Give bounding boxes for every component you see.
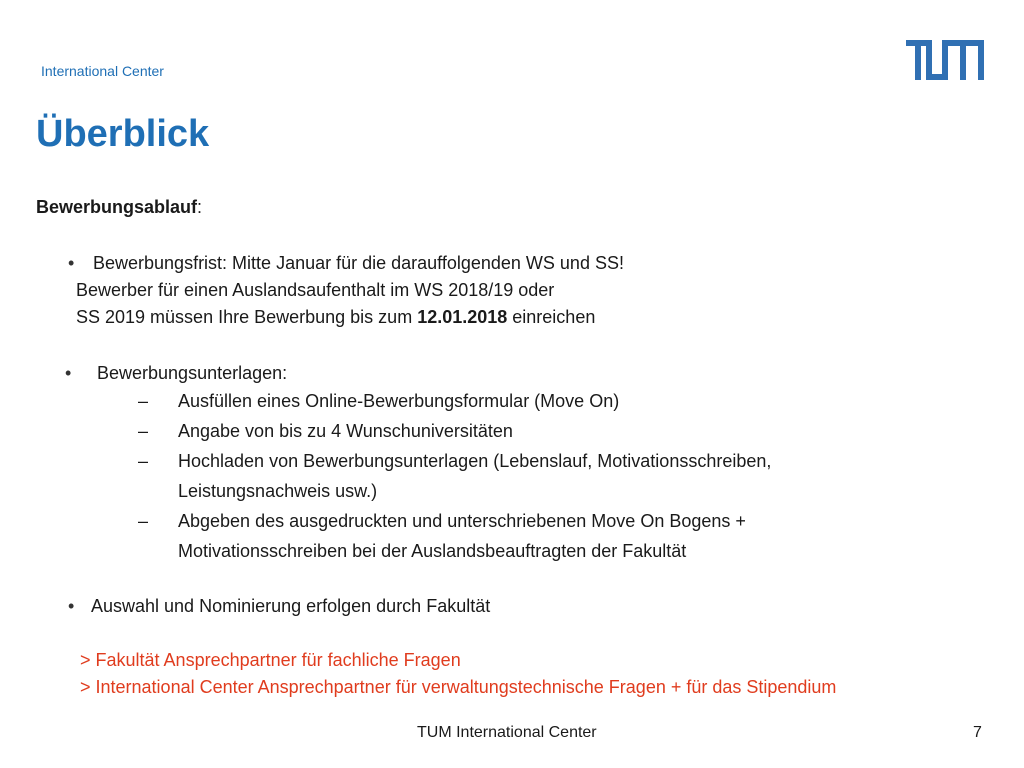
dash-marker: –	[138, 511, 149, 531]
selection-text: Auswahl und Nominierung erfolgen durch Fakultät	[91, 596, 491, 616]
section-heading	[36, 196, 202, 218]
page-title: Überblick	[36, 113, 210, 155]
header-label: International Center	[41, 63, 164, 79]
faculty-contact-line: > Fakultät Ansprechpartner für fachliche Fragen	[80, 650, 461, 670]
documents-item-cont: Leistungsnachweis usw.)	[178, 481, 378, 501]
tum-logo-icon	[906, 40, 984, 80]
documents-item: Hochladen von Bewerbungsunterlagen (Lebenslauf, Motivationsschreiben,	[178, 451, 772, 471]
bullet-marker: •	[68, 253, 75, 273]
deadline-date: 12.01.2018	[417, 307, 508, 327]
deadline-text: Bewerbungsfrist: Mitte Januar für die darauffolgenden WS und SS!	[93, 253, 624, 273]
deadline-cont-1: Bewerber für einen Auslandsaufenthalt im WS 2018/19 oder	[76, 280, 555, 300]
dash-marker: –	[138, 451, 149, 471]
section-heading-colon: :	[197, 197, 203, 217]
documents-item: Angabe von bis zu 4 Wunschuniversitäten	[178, 421, 513, 441]
international-center-contact-line: > International Center Ansprechpartner für verwaltungstechnische Fragen + für das Stipendium	[80, 677, 837, 697]
bullet-marker: •	[68, 596, 75, 616]
deadline-cont-2-suffix: einreichen	[507, 307, 596, 327]
section-heading-text: Bewerbungsablauf	[36, 197, 198, 217]
documents-item: Abgeben des ausgedruckten und unterschriebenen Move On Bogens +	[178, 511, 746, 531]
footer-label: TUM International Center	[417, 724, 597, 741]
page-number: 7	[973, 724, 982, 741]
documents-item-cont: Motivationsschreiben bei der Auslandsbeauftragten der Fakultät	[178, 541, 687, 561]
documents-item: Ausfüllen eines Online-Bewerbungsformular (Move On)	[178, 391, 620, 411]
bullet-marker: •	[65, 363, 72, 383]
deadline-cont-2	[76, 306, 595, 328]
documents-heading: Bewerbungsunterlagen:	[97, 363, 288, 383]
dash-marker: –	[138, 421, 149, 441]
deadline-cont-2-prefix: SS 2019 müssen Ihre Bewerbung bis zum	[76, 307, 418, 327]
dash-marker: –	[138, 391, 149, 411]
